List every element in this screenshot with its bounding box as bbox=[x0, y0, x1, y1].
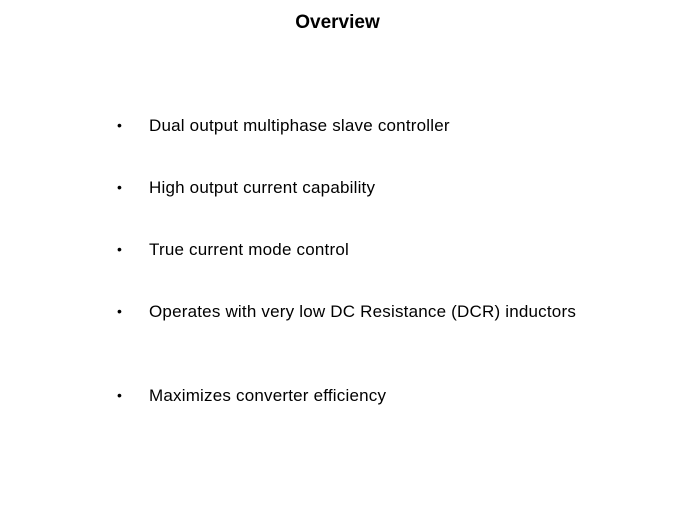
bullet-text: True current mode control bbox=[149, 240, 349, 259]
slide-title: Overview bbox=[295, 12, 380, 33]
bullet-text: Dual output multiphase slave controller bbox=[149, 116, 450, 135]
bullet-item bbox=[117, 115, 577, 136]
bullet-icon: • bbox=[117, 179, 122, 195]
bullet-icon: • bbox=[117, 303, 122, 319]
bullet-text: Operates with very low DC Resistance (DCR) inductors bbox=[149, 302, 577, 321]
bullet-text: Maximizes converter efficiency bbox=[149, 386, 387, 405]
bullet-icon: • bbox=[117, 387, 122, 403]
bullet-item bbox=[117, 177, 577, 198]
bullet-icon: • bbox=[117, 117, 122, 133]
bullet-item bbox=[117, 239, 577, 260]
bullet-text: High output current capability bbox=[149, 178, 376, 197]
bullet-item bbox=[117, 385, 577, 406]
bullet-item bbox=[117, 301, 577, 322]
bullet-icon: • bbox=[117, 241, 122, 257]
